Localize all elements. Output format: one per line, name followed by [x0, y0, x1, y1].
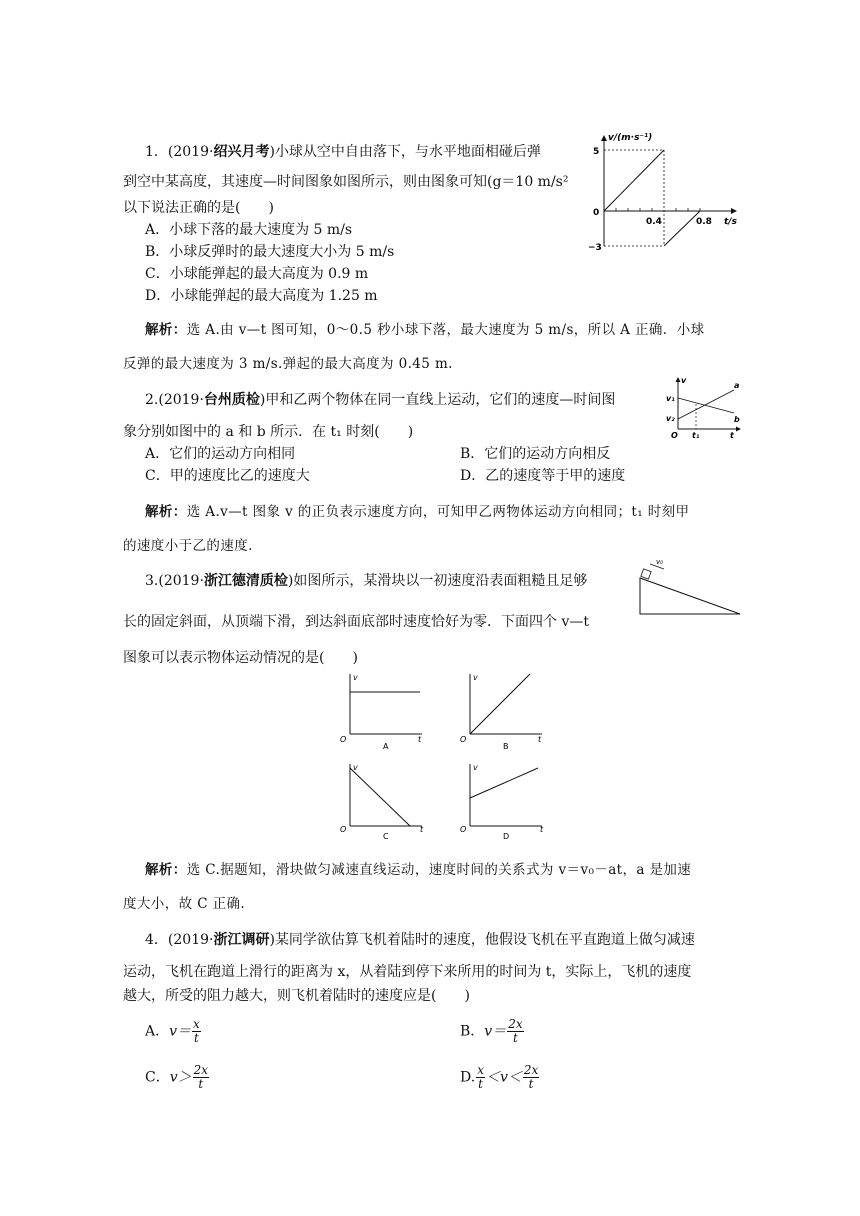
q1-line2: 到空中某高度，其速度—时间图象如图所示，则由图象可知(g＝10 m/s²: [123, 174, 569, 190]
q1-solution-line2: 反弹的最大速度为 3 m/s.弹起的最大高度为 0.45 m.: [123, 356, 453, 372]
q4-option-b: B．v＝ $\frac{2x}{t}$: [460, 1017, 523, 1045]
q2-a-label: a: [734, 381, 740, 390]
q2-option-d: D．乙的速度等于甲的速度: [460, 468, 626, 484]
q3-incline: [640, 578, 740, 614]
q1-bounce-line: [664, 211, 700, 246]
svg-text:v: v: [353, 673, 358, 682]
svg-text:t: t: [540, 825, 544, 834]
q2-line-b: [678, 398, 734, 413]
q1-option-b: B．小球反弹时的最大速度大小为 5 m/s: [145, 244, 395, 260]
svg-text:O: O: [460, 825, 467, 834]
q4-line1: 4．(2019·浙江调研)某同学欲估算飞机着陆时的速度，他假设飞机在平直跑道上做匀减速: [145, 932, 695, 948]
q1-y-label: v/(m·s⁻¹): [608, 133, 653, 143]
q1-line1: 1．(2019·绍兴月考)小球从空中自由落下，与水平地面相碰后弹: [145, 144, 541, 160]
q2-source: 台州质检: [203, 392, 260, 408]
q1-option-a: A．小球下落的最大速度为 5 m/s: [145, 222, 353, 238]
q4-option-c: C．v＞ $\frac{2x}{t}$: [145, 1063, 209, 1091]
q3-graph-a-letter: A: [383, 742, 389, 751]
q4-option-a: A．v＝ $\frac{x}{t}$: [145, 1017, 200, 1045]
q2-v1-label: v₁: [666, 394, 675, 403]
q1-fall-line: [604, 150, 664, 211]
svg-text:v: v: [353, 763, 358, 772]
q2-option-b: B．它们的运动方向相反: [460, 446, 611, 462]
q1-option-c: C．小球能弹起的最大高度为 0.9 m: [145, 266, 369, 282]
q3-source: 浙江德清质检: [203, 573, 288, 589]
svg-text:t: t: [420, 825, 424, 834]
q3-graph-d-letter: D: [503, 832, 510, 841]
q3-number: 3.: [145, 573, 159, 589]
q3-block: [641, 569, 651, 579]
q3-v0-label: v₀: [656, 558, 663, 566]
q1-vt-graph: [588, 128, 748, 258]
svg-text:O: O: [340, 825, 347, 834]
q1-ytick-5: 5: [593, 147, 600, 157]
q1-option-d: D．小球能弹起的最大高度为 1.25 m: [145, 288, 378, 304]
q1-line3: 以下说法正确的是( ): [123, 200, 274, 216]
q1-xtick-08: 0.8: [696, 217, 712, 227]
q3-graph-b: [460, 670, 560, 750]
q2-line1: 2.(2019·台州质检)甲和乙两个物体在同一直线上运动，它们的速度—时间图: [145, 392, 616, 408]
q1-source: 绍兴月考: [213, 144, 270, 160]
q2-line2: 象分别如图中的 a 和 b 所示．在 t₁ 时刻( ): [123, 424, 414, 440]
svg-text:O: O: [460, 735, 467, 744]
q3-line1: 3.(2019·浙江德清质检)如图所示，某滑块以一初速度沿表面粗糙且足够: [145, 573, 588, 589]
q2-solution-line2: 的速度小于乙的速度.: [123, 538, 253, 554]
svg-text:v: v: [473, 673, 478, 682]
q3-line2: 长的固定斜面，从顶端下滑，到达斜面底部时速度恰好为零．下面四个 v—t: [123, 614, 589, 630]
q2-t-label: t: [730, 431, 734, 440]
q2-origin-label: O: [671, 431, 678, 440]
q2-option-c: C．甲的速度比乙的速度大: [145, 468, 310, 484]
q2-vt-graph: [666, 374, 746, 442]
q3-solution-line2: 度大小，故 C 正确.: [123, 896, 246, 912]
q2-option-a: A．它们的运动方向相同: [145, 446, 296, 462]
q4-option-d: D. $\frac{x}{t}$ ＜v＜ $\frac{2x}{t}$: [460, 1063, 539, 1091]
q2-b-label: b: [734, 415, 740, 424]
q3-graph-c-letter: C: [383, 832, 389, 841]
q4-source: 浙江调研: [213, 932, 270, 948]
svg-text:v: v: [473, 763, 478, 772]
q3-graph-b-line: [470, 674, 530, 734]
q2-v-label: v: [681, 376, 687, 385]
q3-graph-b-letter: B: [503, 742, 509, 751]
q2-number: 2.: [145, 392, 159, 408]
q1-ytick-neg3: −3: [588, 243, 602, 253]
q2-solution-line1: 解析：选 A.v—t 图象 v 的正负表示速度方向，可知甲乙两物体运动方向相同；t₁ 时刻甲: [145, 504, 690, 520]
q4-number: 4．: [145, 932, 168, 948]
q1-solution-line1: 解析：选 A.由 v—t 图可知，0～0.5 秒小球下落，最大速度为 5 m/s，所以 A 正确．小球: [145, 322, 705, 338]
svg-text:t: t: [538, 735, 542, 744]
q2-line-a: [678, 390, 734, 419]
q1-xtick-04: 0.4: [646, 217, 662, 227]
q3-graph-d: [460, 760, 560, 840]
q3-graph-c-line: [350, 768, 410, 826]
q3-solution-line1: 解析：选 C.据题知，滑块做匀减速直线运动，速度时间的关系式为 v＝v₀－at，a 是加速: [145, 862, 692, 878]
q3-graph-c: [340, 760, 440, 840]
q1-ytick-0: 0: [593, 208, 600, 218]
q4-line2: 运动，飞机在跑道上滑行的距离为 x，从着陆到停下来所用的时间为 t，实际上，飞机的速度: [123, 964, 692, 980]
q1-number: 1．: [145, 144, 168, 160]
q3-graph-a: [340, 670, 440, 750]
q2-v2-label: v₂: [666, 414, 675, 423]
q1-x-label: t/s: [724, 217, 737, 227]
q3-line3: 图象可以表示物体运动情况的是( ): [123, 650, 358, 666]
q2-t1-label: t₁: [692, 431, 700, 440]
q3-graph-d-line: [470, 768, 538, 798]
q3-incline-diagram: [636, 558, 746, 618]
svg-text:O: O: [340, 735, 347, 744]
svg-text:t: t: [418, 735, 422, 744]
q4-line3: 越大，所受的阻力越大，则飞机着陆时的速度应是( ): [123, 988, 470, 1004]
